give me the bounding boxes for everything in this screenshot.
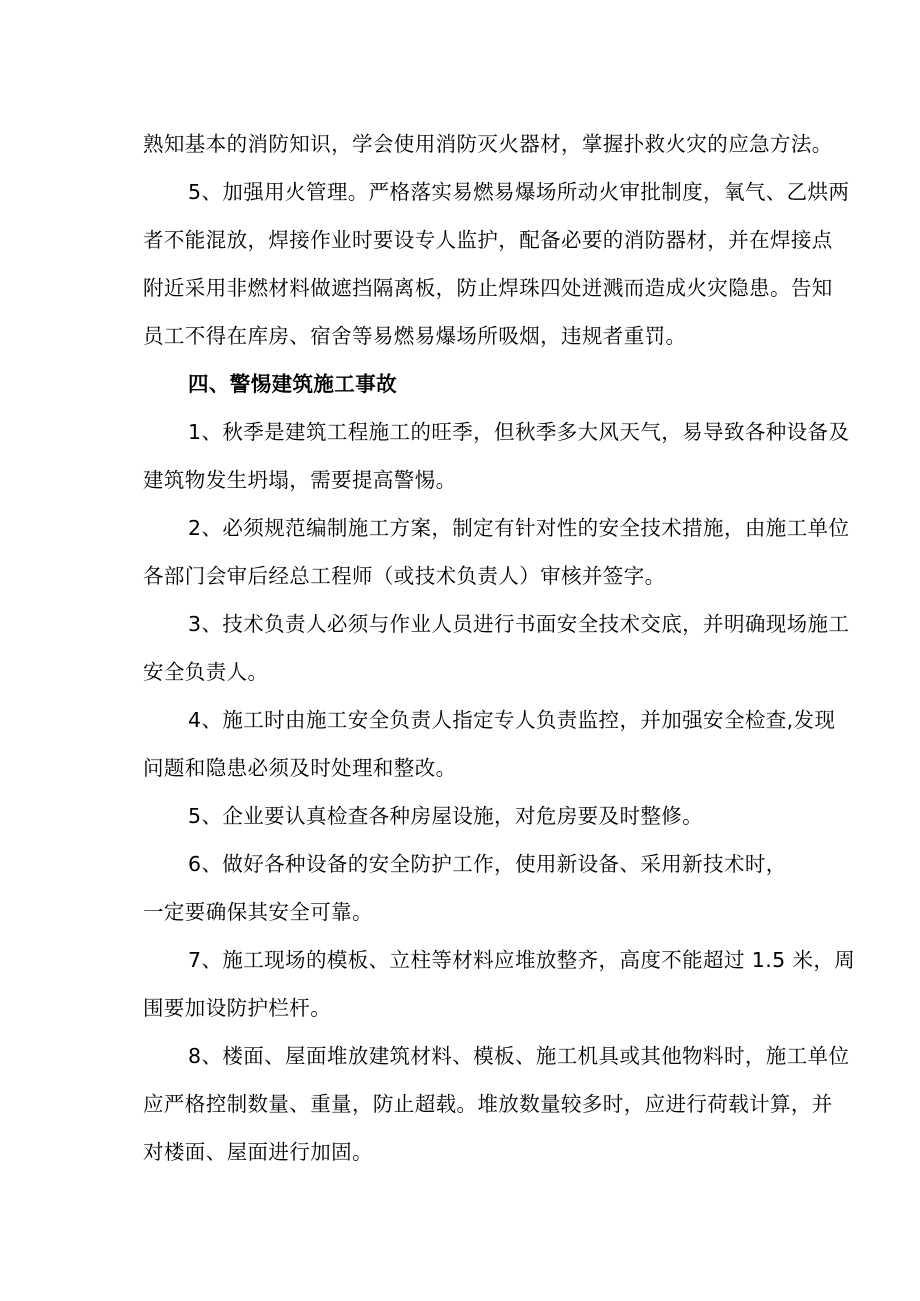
text-line: 8、楼面、屋面堆放建筑材料、模板、施工机具或其他物料时，施工单位 (188, 1044, 850, 1068)
text-line: 熟知基本的消防知识，学会使用消防灭火器材，掌握扑救火灾的应急方法。 (143, 132, 833, 156)
section-heading: 四、警惕建筑施工事故 (188, 372, 397, 396)
text-line: 3、技术负责人必须与作业人员进行书面安全技术交底，并明确现场施工 (188, 612, 850, 636)
text-line: 对楼面、屋面进行加固。 (143, 1140, 373, 1164)
text-line: 安全负责人。 (143, 660, 269, 684)
text-line: 7、施工现场的模板、立柱等材料应堆放整齐，高度不能超过 1.5 米，周 (188, 948, 856, 972)
text-line: 各部门会审后经总工程师（或技术负责人）审核并签字。 (143, 564, 666, 588)
text-line: 1、秋季是建筑工程施工的旺季，但秋季多大风天气，易导致各种设备及 (188, 420, 850, 444)
text-line: 建筑物发生坍塌，需要提高警惕。 (143, 468, 457, 492)
text-line: 应严格控制数量、重量，防止超载。堆放数量较多时，应进行荷载计算，并 (143, 1092, 833, 1116)
text-line: 问题和隐患必须及时处理和整改。 (143, 756, 457, 780)
text-line: 附近采用非燃材料做遮挡隔离板，防止焊珠四处迸溅而造成火灾隐患。告知 (143, 276, 833, 300)
text-line: 5、企业要认真检查各种房屋设施，对危房要及时整修。 (188, 804, 704, 828)
text-line: 4、施工时由施工安全负责人指定专人负责监控，并加强安全检查,发现 (188, 708, 836, 732)
text-line: 2、必须规范编制施工方案，制定有针对性的安全技术措施，由施工单位 (188, 516, 850, 540)
text-line: 围要加设防护栏杆。 (143, 996, 332, 1020)
text-line: 6、做好各种设备的安全防护工作，使用新设备、采用新技术时， (188, 852, 787, 876)
text-line: 5、加强用火管理。严格落实易燃易爆场所动火审批制度，氧气、乙烘两 (188, 180, 850, 204)
text-line: 员工不得在库房、宿舍等易燃易爆场所吸烟，违规者重罚。 (143, 324, 687, 348)
text-line: 一定要确保其安全可靠。 (143, 900, 373, 924)
text-line: 者不能混放，焊接作业时要设专人监护，配备必要的消防器材，并在焊接点 (143, 228, 833, 252)
